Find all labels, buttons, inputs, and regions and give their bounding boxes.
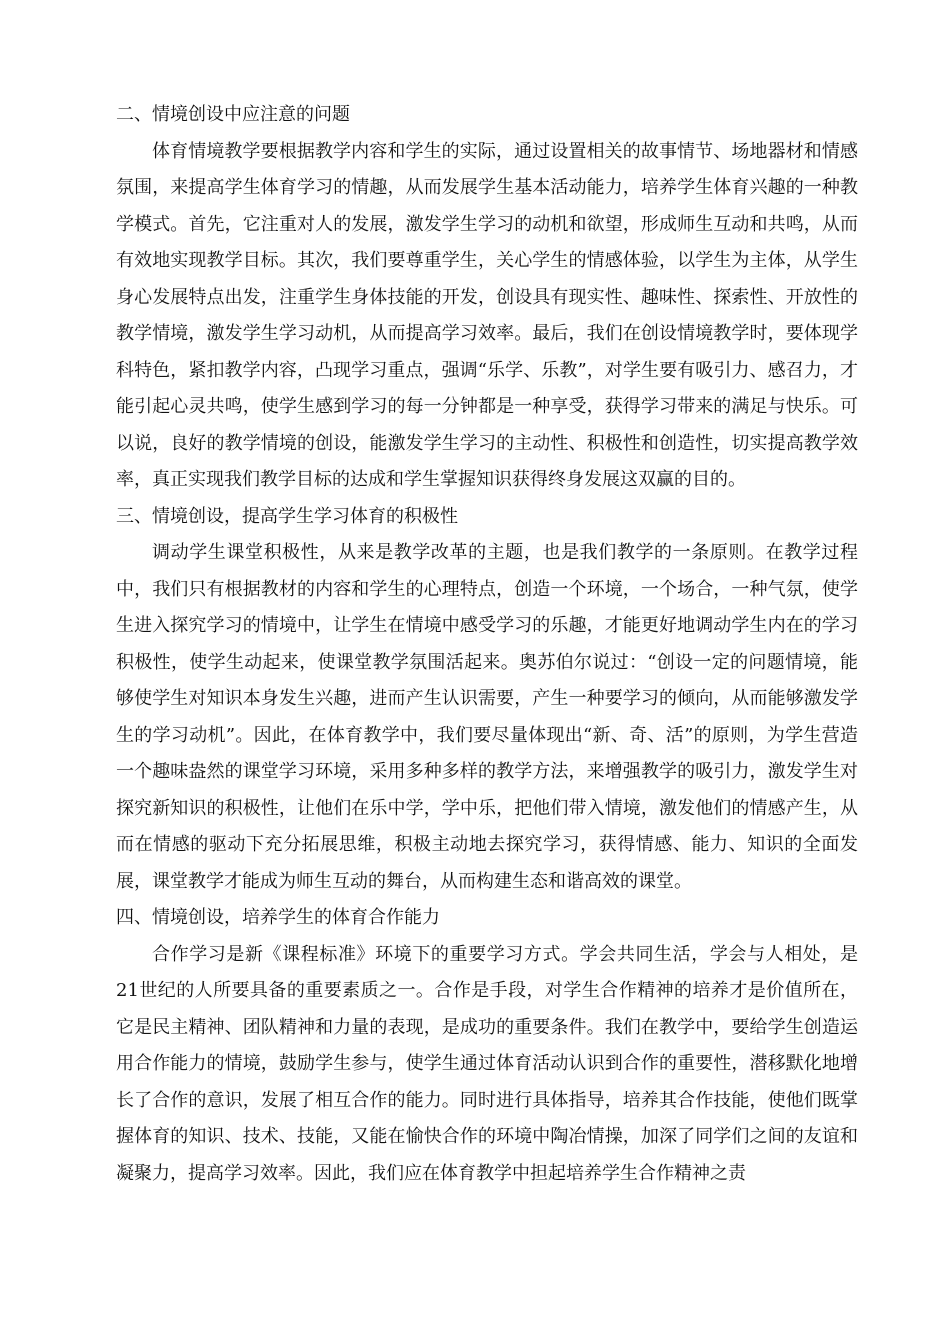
section-paragraph-3: 调动学生课堂积极性，从来是教学改革的主题，也是我们教学的一条原则。在教学过程中，我们只有根据教材的内容和学生的心理特点，创造一个环境，一个场合，一种气氛，使学生进入探究学习的情境中，让学生在情境中感受学习的乐趣，才能更好地调动学生内在的学习积极性，使学生动起来，使课堂教学氛围活起来。奥苏伯尔说过：“创设一定的问题情境，能够使学生对知识本身发生兴趣，进而产生认识需要，产生一种要学习的倾向，从而能够激发学生的学习动机”。因此，在体育教学中，我们要尽量体现出“新、奇、活”的原则，为学生营造一个趣味盎然的课堂学习环境，采用多种多样的教学方法，来增强教学的吸引力，激发学生对探究新知识的积极性，让他们在乐中学，学中乐，把他们带入情境，激发他们的情感产生，从而在情感的驱动下充分拓展思维，积极主动地去探究学习，获得情感、能力、知识的全面发展，课堂教学才能成为师生互动的舞台，从而构建生态和谐高效的课堂。: [116, 542, 858, 892]
section-paragraph-4: 合作学习是新《课程标准》环境下的重要学习方式。学会共同生活，学会与人相处，是21世纪的人所要具备的重要素质之一。合作是手段，对学生合作精神的培养才是价值所在，它是民主精神、团队精神和力量的表现，是成功的重要条件。我们在教学中，要给学生创造运用合作能力的情境，鼓励学生参与，使学生通过体育活动认识到合作的重要性，潜移默化地增长了合作的意识，发展了相互合作的能力。同时进行具体指导，培养其合作技能，使他们既掌握体育的知识、技术、技能，又能在愉快合作的环境中陶冶情操，加深了同学们之间的友谊和凝聚力，提高学习效率。因此，我们应在体育教学中担起培养学生合作精神之责: [116, 943, 858, 1184]
section-heading-2: 二、情境创设中应注意的问题: [116, 104, 350, 125]
document-body: [116, 97, 858, 1192]
section-paragraph-2: 体育情境教学要根据教学内容和学生的实际，通过设置相关的故事情节、场地器材和情感氛围，来提高学生体育学习的情趣，从而发展学生基本活动能力，培养学生体育兴趣的一种教学模式。首先，它注重对人的发展，激发学生学习的动机和欲望，形成师生互动和共鸣，从而有效地实现教学目标。其次，我们要尊重学生，关心学生的情感体验，以学生为主体，从学生身心发展特点出发，注重学生身体技能的开发，创设具有现实性、趣味性、探索性、开放性的教学情境，激发学生学习动机，从而提高学习效率。最后，我们在创设情境教学时，要体现学科特色，紧扣教学内容，凸现学习重点，强调“乐学、乐教”，对学生要有吸引力、感召力，才能引起心灵共鸣，使学生感到学习的每一分钟都是一种享受，获得学习带来的满足与快乐。可以说，良好的教学情境的创设，能激发学生学习的主动性、积极性和创造性，切实提高教学效率，真正实现我们教学目标的达成和学生掌握知识获得终身发展这双赢的目的。: [116, 140, 858, 490]
section-heading-3: 三、情境创设，提高学生学习体育的积极性: [116, 505, 458, 527]
section-heading-4: 四、情境创设，培养学生的体育合作能力: [116, 907, 440, 928]
